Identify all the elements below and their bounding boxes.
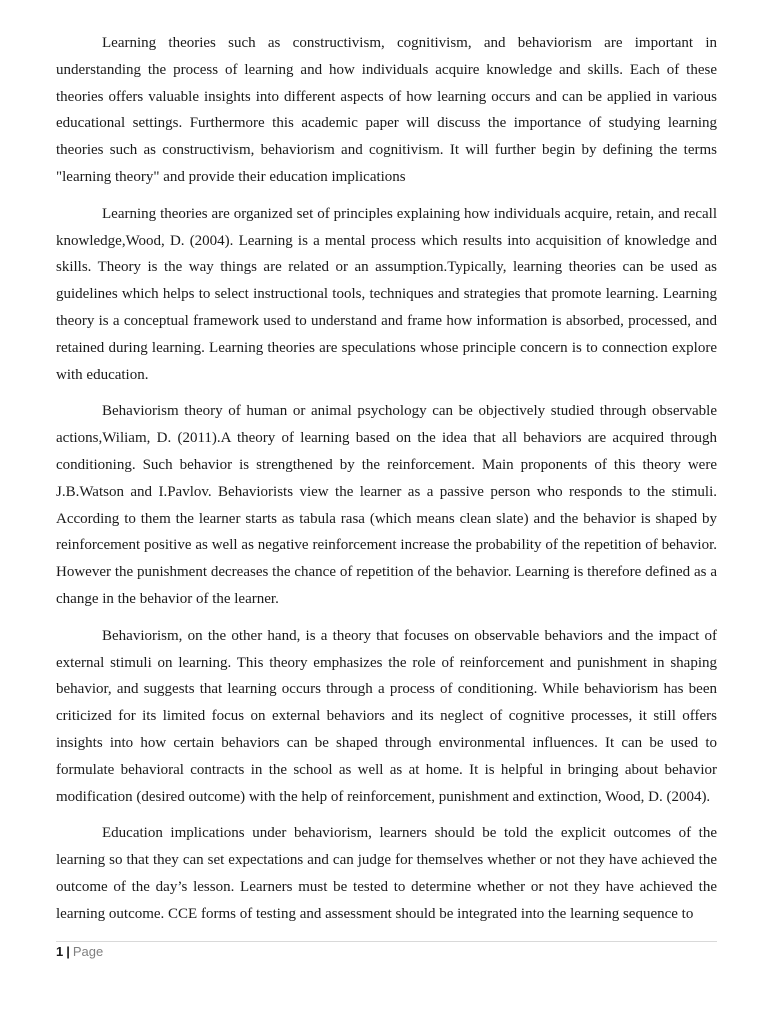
page-number: 1 bbox=[56, 944, 64, 959]
page-separator: | bbox=[66, 944, 70, 959]
paragraph-intro: Learning theories such as constructivism, cognitivism, and behaviorism are important in understanding the process of learning and how individuals acquire knowledge and skills. Each of these theories offers valuable insights into different aspects of how learning occurs and can be applied in various educational settings. Furthermore this academic paper will discuss the importance of studying learning theories such as constructivism, behaviorism and cognitivism. It will further begin by defining the terms "learning theory" and provide their education implications bbox=[56, 35, 717, 185]
paragraph-behaviorism-theory: Behaviorism theory of human or animal psychology can be objectively studied through observable actions,Wiliam, D. (2011).A theory of learning based on the idea that all behaviors are acquired through conditioning. Such behavior is strengthened by the reinforcement. Main proponents of this theory were J.B.Watson and I.Pavlov. Behaviorists view the learner as a passive person who responds to the stimuli. According to them the learner starts as tabula rasa (which means clean slate) and the behavior is shaped by reinforcement positive as well as negative reinforcement increase the probability of the repetition of behavior. However the punishment decreases the chance of repetition of the behavior. Learning is therefore defined as a change in the behavior of the learner. bbox=[56, 403, 717, 607]
paragraph-education-implications: Education implications under behaviorism, learners should be told the explicit outcomes of the learning so that they can set expectations and can judge for themselves whether or not they have achieved the outcome of the day’s lesson. Learners must be tested to determine whether or not they have achieved the learning outcome. CCE forms of testing and assessment should be integrated into the learning sequence to bbox=[56, 825, 717, 922]
document-body bbox=[56, 30, 717, 928]
page-label: Page bbox=[72, 944, 104, 959]
paragraph-definition: Learning theories are organized set of principles explaining how individuals acquire, retain, and recall knowledge,Wood, D. (2004). Learning is a mental process which results into acquisition of knowledge and skills. Theory is the way things are related or an assumption.Typically, learning theories can be used as guidelines which helps to select instructional tools, techniques and strategies that promote learning. Learning theory is a conceptual framework used to understand and frame how information is absorbed, processed, and retained during learning. Learning theories are speculations whose principle concern is to connection explore with education. bbox=[56, 205, 717, 383]
page-footer bbox=[56, 941, 717, 960]
paragraph-behaviorism-overview: Behaviorism, on the other hand, is a theory that focuses on observable behaviors and the impact of external stimuli on learning. This theory emphasizes the role of reinforcement and punishment in shaping behavior, and suggests that learning occurs through a process of conditioning. While behaviorism has been criticized for its limited focus on external behaviors and its neglect of cognitive processes, it still offers insights into how certain behaviors can be shaped through environmental influences. It can be used to formulate behavioral contracts in the school as well as at home. It is helpful in bringing about behavior modification (desired outcome) with the help of reinforcement, punishment and extinction, Wood, D. (2004). bbox=[56, 627, 717, 805]
